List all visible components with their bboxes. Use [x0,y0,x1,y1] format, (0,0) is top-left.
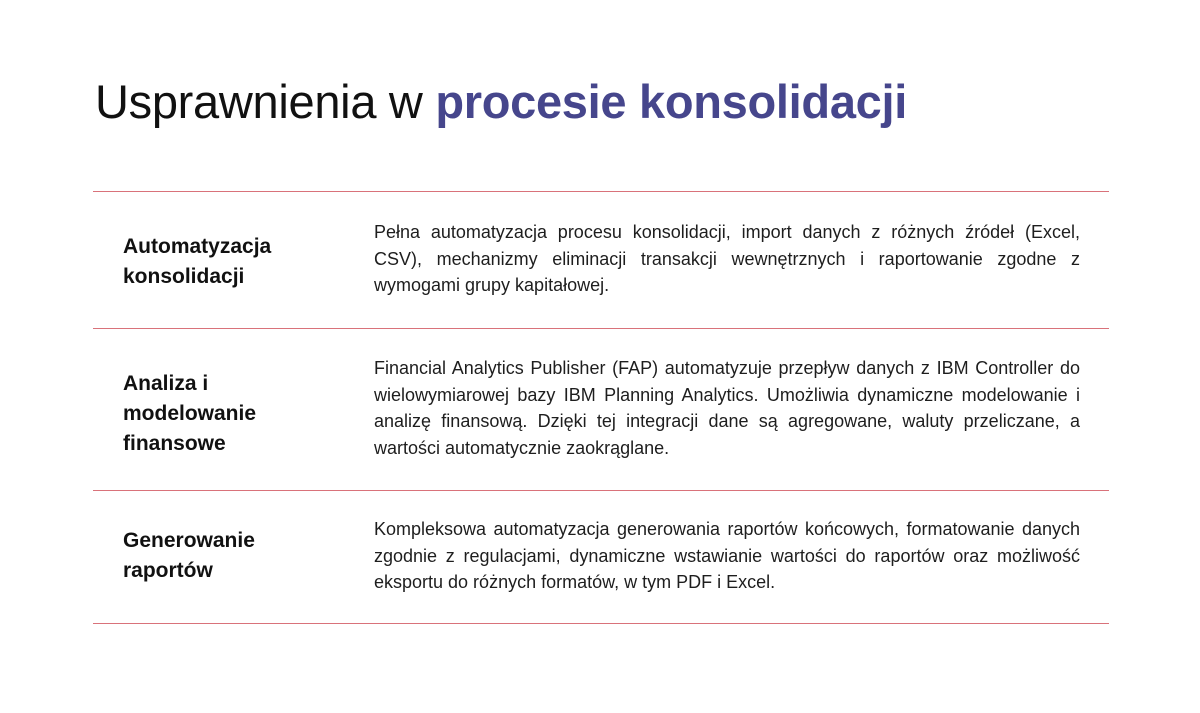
table-row [93,192,1109,329]
row-description: Kompleksowa automatyzacja generowania raportów końcowych, formatowanie danych zgodnie z regulacjami, dynamiczne wstawianie wartości do raportów oraz możliwość eksportu do różnych formatów, w tym PDF i Excel. [374,519,1080,592]
improvements-table [93,191,1109,624]
row-label: Automatyzacja konsolidacji [123,235,272,288]
row-description: Pełna automatyzacja procesu konsolidacji, import danych z różnych źródeł (Excel, CSV), mechanizmy eliminacji transakcji wewnętrznych i raportowanie zgodne z wymogami grupy kapitałowej. [374,222,1080,295]
row-label: Generowanie raportów [123,529,255,582]
row-label: Analiza i modelowanie finansowe [123,372,257,455]
table-row [93,329,1109,491]
title-accent: procesie konsolidacji [435,75,908,128]
page-title [95,72,907,132]
table-row [93,491,1109,624]
title-prefix: Usprawnienia w [95,75,436,128]
row-description: Financial Analytics Publisher (FAP) automatyzuje przepływ danych z IBM Controller do wielowymiarowej bazy IBM Planning Analytics. Umożliwia dynamiczne modelowanie i analizę finansową. Dzięki tej integracji dane są agregowane, waluty przeliczane, a wartości automatycznie zaokrąglane. [374,358,1080,458]
